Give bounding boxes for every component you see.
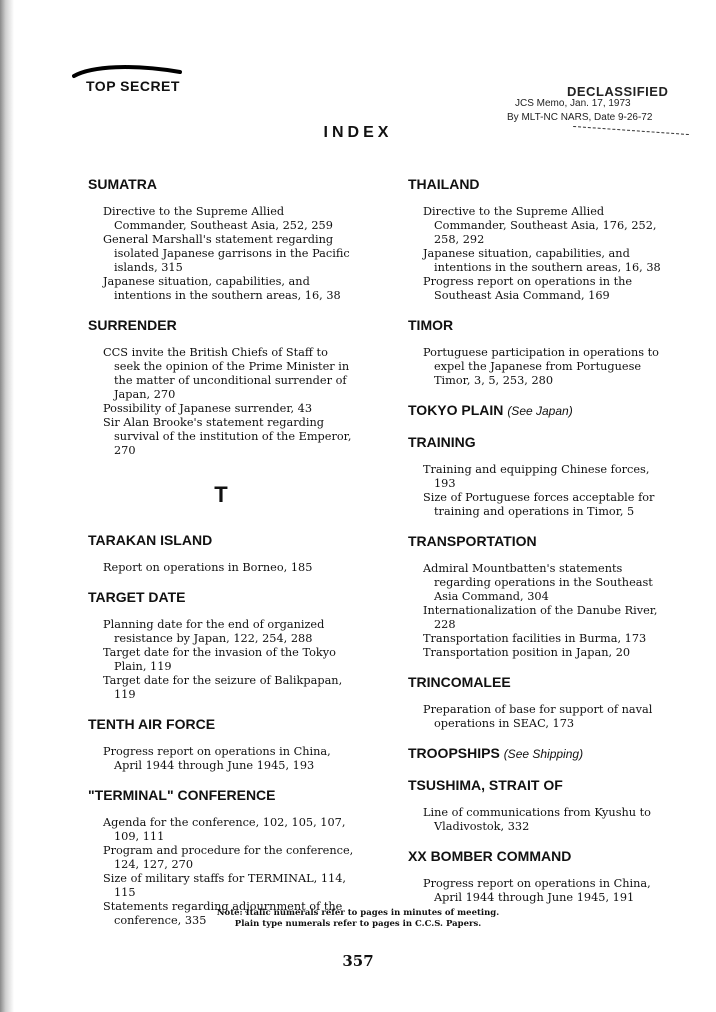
index-heading-text: SURRENDER [88, 317, 177, 333]
index-subentry: Progress report on operations in China, April 1944 through June 1945, 193 [103, 745, 331, 772]
index-subentry: Size of Portuguese forces acceptable for training and operations in Timor, 5 [423, 491, 655, 518]
left-column [88, 176, 354, 942]
index-heading [88, 317, 354, 334]
index-entry [88, 532, 354, 575]
index-heading-text: TOKYO PLAIN [408, 402, 504, 418]
stamp-memo-line: JCS Memo, Jan. 17, 1973 [515, 98, 631, 109]
index-subentry: Target date for the invasion of the Tokyo Plain, 119 [103, 646, 336, 673]
index-heading [88, 716, 354, 733]
index-entry [408, 745, 674, 763]
index-subentry: Directive to the Supreme Allied Commander, Southeast Asia, 176, 252, 258, 292 [423, 205, 657, 246]
index-subentry: Agenda for the conference, 102, 105, 107, 109, 111 [103, 816, 346, 843]
index-heading [408, 434, 674, 451]
index-heading [408, 745, 674, 763]
index-subentry: Progress report on operations in China, April 1944 through June 1945, 191 [423, 877, 651, 904]
index-entry [88, 787, 354, 928]
index-subentry: Target date for the seizure of Balikpapan, 119 [103, 674, 343, 701]
index-subentry: Statements regarding adjournment of the conference, 335 [103, 900, 343, 927]
footnote [0, 908, 716, 930]
index-subentry: Planning date for the end of organized resistance by Japan, 122, 254, 288 [103, 618, 325, 645]
declassification-stamp [507, 84, 695, 154]
index-heading [408, 848, 674, 865]
index-subentry: Japanese situation, capabilities, and intentions in the southern areas, 16, 38 [423, 247, 661, 274]
index-heading-text: TIMOR [408, 317, 454, 333]
index-entry [408, 317, 674, 388]
index-subentry: Japanese situation, capabilities, and intentions in the southern areas, 16, 38 [103, 275, 341, 302]
index-subentry: Size of military staffs for TERMINAL, 114, 115 [103, 872, 347, 899]
index-subentry: Possibility of Japanese surrender, 43 [103, 402, 313, 415]
index-heading-text: THAILAND [408, 176, 480, 192]
index-heading [408, 777, 674, 794]
index-heading-text: TRINCOMALEE [408, 674, 511, 690]
index-subentry: Report on operations in Borneo, 185 [103, 561, 313, 574]
page-number: 357 [342, 952, 374, 970]
index-heading-text: TSUSHIMA, STRAIT OF [408, 777, 563, 793]
index-heading [408, 674, 674, 691]
index-subentry: Portuguese participation in operations to expel the Japanese from Portuguese Timor, 3, 5, 253, 280 [423, 346, 659, 387]
index-heading [88, 532, 354, 549]
index-heading-text: SUMATRA [88, 176, 157, 192]
index-entry [408, 434, 674, 519]
index-subentry: Progress report on operations in the Southeast Asia Command, 169 [423, 275, 633, 302]
index-subentry: CCS invite the British Chiefs of Staff to seek the opinion of the Prime Minister in the matter of unconditional surrender of Japan, 270 [103, 346, 350, 401]
right-column [408, 176, 674, 919]
stamp-label: DECLASSIFIED [567, 84, 669, 99]
index-heading [408, 317, 674, 334]
index-entry [408, 674, 674, 731]
index-entry [408, 777, 674, 834]
index-heading [88, 787, 354, 804]
index-heading [88, 176, 354, 193]
index-heading-text: TRANSPORTATION [408, 533, 537, 549]
index-entry [88, 716, 354, 773]
index-subentry: Transportation position in Japan, 20 [423, 646, 631, 659]
index-entry [88, 589, 354, 702]
index-heading [408, 402, 674, 420]
index-heading-text: TARAKAN ISLAND [88, 532, 213, 548]
index-subentry: Program and procedure for the conference, 124, 127, 270 [103, 844, 354, 871]
index-heading-text: TROOPSHIPS [408, 745, 500, 761]
index-subentry: Directive to the Supreme Allied Commander, Southeast Asia, 252, 259 [103, 205, 333, 232]
index-heading-text: TRAINING [408, 434, 476, 450]
index-entry [408, 533, 674, 660]
classification-header: TOP SECRET [86, 78, 180, 94]
index-subentry: Preparation of base for support of naval operations in SEAC, 173 [423, 703, 653, 730]
index-entry [408, 402, 674, 420]
index-entry [88, 317, 354, 458]
index-subentry: Sir Alan Brooke's statement regarding survival of the institution of the Emperor, 270 [103, 416, 352, 457]
index-heading-text: "TERMINAL" CONFERENCE [88, 787, 276, 803]
footnote-line-1: Note: Italic numerals refer to pages in minutes of meeting. [216, 908, 500, 918]
index-heading-text: TENTH AIR FORCE [88, 716, 216, 732]
index-entry [408, 848, 674, 905]
scanned-page-edge [0, 0, 14, 1012]
see-reference: (See Shipping) [503, 747, 584, 761]
index-heading-text: TARGET DATE [88, 589, 186, 605]
index-heading-text: XX BOMBER COMMAND [408, 848, 572, 864]
index-entry [88, 176, 354, 303]
index-heading [408, 176, 674, 193]
index-subentry: Transportation facilities in Burma, 173 [423, 632, 647, 645]
index-subentry: Training and equipping Chinese forces, 193 [423, 463, 650, 490]
index-heading [408, 533, 674, 550]
index-subentry: Admiral Mountbatten's statements regarding operations in the Southeast Asia Command, 304 [423, 562, 653, 603]
footnote-line-2: Plain type numerals refer to pages in C.C.S. Papers. [234, 919, 482, 929]
section-letter: T [214, 482, 228, 507]
see-reference: (See Japan) [507, 404, 573, 418]
stamp-by-line: By MLT-NC NARS, Date 9-26-72 [507, 112, 653, 123]
index-subentry: Internationalization of the Danube River, 228 [423, 604, 658, 631]
index-entry [408, 176, 674, 303]
index-subentry: General Marshall's statement regarding isolated Japanese garrisons in the Pacific islands, 315 [103, 233, 350, 274]
page-title: INDEX [323, 124, 393, 141]
index-heading [88, 589, 354, 606]
index-subentry: Line of communications from Kyushu to Vladivostok, 332 [423, 806, 651, 833]
